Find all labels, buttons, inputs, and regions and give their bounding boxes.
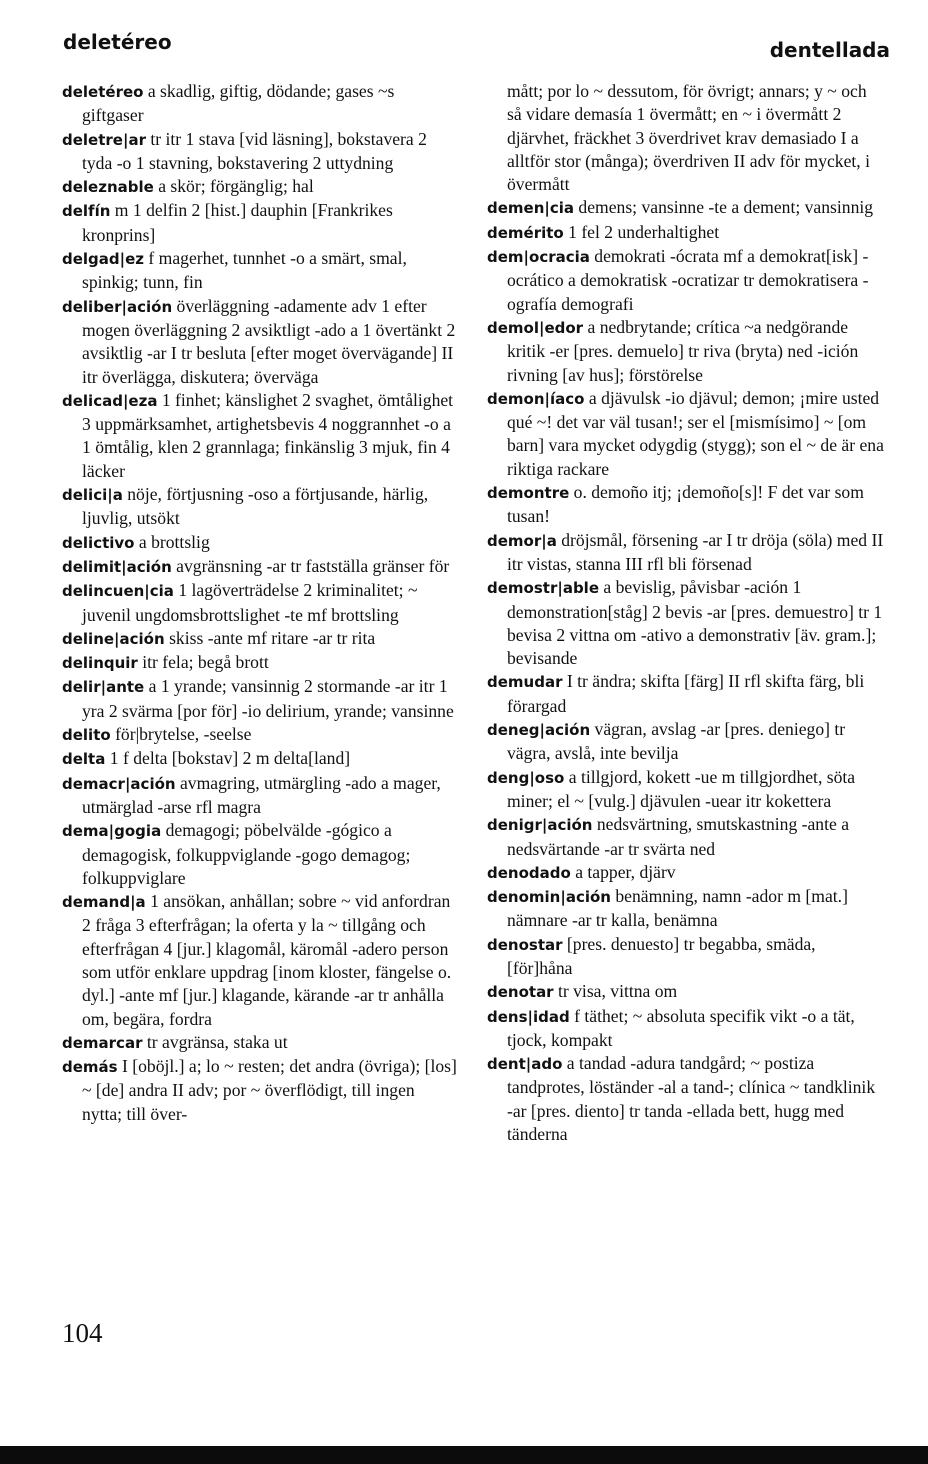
headword: deng|oso bbox=[487, 768, 565, 787]
definition-text: a brottslig bbox=[134, 531, 210, 552]
dictionary-entry bbox=[487, 933, 885, 981]
headword: denomin|ación bbox=[487, 888, 611, 907]
dictionary-entry bbox=[62, 175, 457, 199]
dictionary-entry bbox=[487, 316, 885, 387]
headword: delinquir bbox=[62, 654, 138, 673]
definition-text: 1 finhet; känslighet 2 svaghet, ömtålighet 3 uppmärksamhet, artighetsbevis 4 noggrannhet -o a 1 ömtålig, klen 2 grannlaga; finkänslig 3 mjuk, fin 4 läcker bbox=[82, 389, 454, 481]
definition-text: a 1 yrande; vansinnig 2 stormande -ar itr 1 yra 2 svärma [por för] -io delirium, yrande; vansinne bbox=[82, 676, 454, 721]
definition-text: a nedbrytande; crítica ~a nedgörande kritik -er [pres. demuelo] tr riva (bryta) ned -ición rivning [av hus]; förstörelse bbox=[507, 316, 859, 385]
definition-text: itr fela; begå brott bbox=[137, 652, 269, 673]
headword: deletéreo bbox=[62, 83, 144, 101]
headword: denotar bbox=[487, 983, 554, 1002]
headword: dent|ado bbox=[487, 1055, 563, 1074]
headword: deneg|ación bbox=[487, 721, 591, 740]
definition-text: demokrati -ócrata mf a demokrat[isk] -ocrático a demokratisk -ocratizar tr demokratisera -ografía demografi bbox=[507, 246, 869, 314]
dictionary-entry bbox=[487, 980, 885, 1004]
left-column bbox=[62, 80, 457, 1126]
dictionary-entry bbox=[487, 80, 885, 196]
headword: demostr|able bbox=[487, 579, 599, 598]
dictionary-entry bbox=[487, 245, 885, 316]
headword: delta bbox=[62, 750, 106, 769]
dictionary-entry bbox=[487, 813, 885, 861]
dictionary-entry bbox=[62, 890, 457, 1031]
definition-text: demens; vansinne -te a dement; vansinnig bbox=[574, 197, 874, 218]
dictionary-entry bbox=[62, 723, 457, 747]
headword: delimit|ación bbox=[62, 557, 172, 576]
dictionary-entry bbox=[487, 1005, 885, 1053]
dictionary-entry bbox=[62, 555, 457, 579]
definition-text: dröjsmål, försening -ar I tr dröja (söla) med II itr vistas, stanna III rfl bli försenad bbox=[507, 529, 884, 574]
definition-text: 1 f delta [bokstav] 2 m delta[land] bbox=[105, 748, 351, 769]
headword: deline|ación bbox=[62, 629, 165, 648]
dictionary-entry bbox=[62, 627, 457, 651]
headword: delir|ante bbox=[62, 678, 145, 697]
definition-text: vägran, avslag -ar [pres. deniego] tr vägra, avslå, inte bevilja bbox=[507, 719, 846, 764]
dictionary-entry bbox=[62, 80, 457, 128]
definition-text: f täthet; ~ absoluta specifik vikt -o a tät, tjock, kompakt bbox=[507, 1005, 855, 1050]
definition-text: tr itr 1 stava [vid läsning], bokstavera 2 tyda -o 1 stavning, bokstavering 2 uttydning bbox=[82, 128, 427, 173]
headword: denodado bbox=[487, 863, 571, 882]
headword: demás bbox=[62, 1058, 118, 1077]
definition-text: 1 ansökan, anhållan; sobre ~ vid anfordran 2 fråga 3 efterfrågan; la oferta y la ~ tillgång och efterfrågan 4 [jur.] klagomål, käromål -adero person som utför enklare uppdrag [inom kloster, fängelse o. dyl.] -ante mf [jur.] klagande, kärande -ar tr anhålla om, begära, fordra bbox=[82, 891, 452, 1029]
dictionary-entry bbox=[62, 1055, 457, 1126]
definition-text: a bevislig, påvisbar -ación 1 demonstration[ståg] 2 bevis -ar [pres. demuestro] tr 1 bevisa 2 vittna om -ativo a demonstrativ [äv. gram.]; bevisande bbox=[507, 577, 883, 669]
dictionary-entry bbox=[62, 531, 457, 555]
right-column bbox=[487, 80, 885, 1146]
definition-text: a djävulsk -io djävul; demon; ¡mire usted qué ~! det var väl tusan!; ser el [mismísimo] ~ [om barn] vara mycket odygdig (stygg); son el ~ de är ena riktiga rackare bbox=[507, 387, 884, 479]
headword: demudar bbox=[487, 673, 563, 692]
definition-text: avmagring, utmärgling -ado a mager, utmärglad -arse rfl magra bbox=[82, 772, 441, 817]
definition-text: demagogi; pöbelvälde -gógico a demagogisk, folkuppviglande -gogo demagog; folkuppviglare bbox=[82, 820, 411, 888]
definition-text: a skör; förgänglig; hal bbox=[153, 176, 314, 197]
headword: dens|idad bbox=[487, 1007, 570, 1026]
definition-text: 1 lagöverträdelse 2 kriminalitet; ~ juvenil ungdomsbrottslighet -te mf brottsling bbox=[82, 580, 418, 625]
definition-text: 1 fel 2 underhaltighet bbox=[563, 221, 720, 242]
headword: demor|a bbox=[487, 531, 557, 550]
page-number: 104 bbox=[62, 1318, 103, 1348]
definition-text: för|brytelse, -seelse bbox=[110, 724, 252, 745]
definition-text: o. demoño itj; ¡demoño[s]! F det var som tusan! bbox=[507, 482, 864, 527]
headword: delito bbox=[62, 726, 111, 745]
dictionary-entry bbox=[62, 247, 457, 295]
dictionary-entry bbox=[487, 387, 885, 481]
dictionary-entry bbox=[62, 1031, 457, 1055]
headword: delgad|ez bbox=[62, 250, 145, 269]
headword: delici|a bbox=[62, 486, 123, 505]
definition-text: överläggning -adamente adv 1 efter mogen överläggning 2 avsiktligt -ado a 1 övertänkt 2 avsiktlig -ar I tr besluta [efter moget övervägande] II itr överlägga, diskutera; överväga bbox=[82, 295, 456, 387]
headword: delincuen|cia bbox=[62, 582, 174, 601]
dictionary-entry bbox=[62, 579, 457, 627]
definition-text: I tr ändra; skifta [färg] II rfl skifta färg, bli förargad bbox=[507, 671, 865, 716]
dictionary-entry bbox=[62, 651, 457, 675]
dictionary-entry bbox=[487, 718, 885, 766]
headword: dema|gogia bbox=[62, 822, 162, 841]
definition-text: skiss -ante mf ritare -ar tr rita bbox=[164, 627, 376, 648]
dictionary-entry bbox=[62, 483, 457, 531]
headword: deletre|ar bbox=[62, 130, 146, 149]
definition-text: avgränsning -ar tr fastställa gränser för bbox=[171, 555, 450, 576]
headword: delictivo bbox=[62, 533, 135, 552]
headword: delicad|eza bbox=[62, 391, 158, 410]
dictionary-entry bbox=[62, 675, 457, 723]
dictionary-entry bbox=[62, 819, 457, 890]
headword: demon|íaco bbox=[487, 389, 585, 408]
definition-text: a tandad -adura tandgård; ~ postiza tandprotes, löständer -al a tand-; clínica ~ tandklinik -ar [pres. diento] tr tanda -ellada bett, hugg med tänderna bbox=[507, 1053, 876, 1145]
dictionary-entry bbox=[487, 481, 885, 529]
headword: dem|ocracia bbox=[487, 248, 590, 267]
headword: denigr|ación bbox=[487, 816, 593, 835]
guideword-right: dentellada bbox=[769, 38, 890, 62]
definition-text: a tillgjord, kokett -ue m tillgjordhet, söta miner; el ~ [vulg.] djävulen -uear itr kokettera bbox=[507, 766, 856, 811]
headword: demen|cia bbox=[487, 199, 575, 218]
dictionary-entry bbox=[62, 295, 457, 389]
dictionary-entry bbox=[487, 1052, 885, 1146]
definition-text: benämning, namn -ador m [mat.] nämnare -ar tr kalla, benämna bbox=[507, 886, 848, 931]
definition-text: tr avgränsa, staka ut bbox=[142, 1031, 288, 1052]
guideword-left: deletéreo bbox=[63, 30, 172, 54]
definition-text: mått; por lo ~ dessutom, för övrigt; annars; y ~ och så vidare demasía 1 övermått; en ~ i övermått 2 djärvhet, fräckhet 3 överdrivet krav demasiado I a alltför stor (många); överdriven II adv för mycket, i övermått bbox=[507, 81, 870, 195]
definition-text: I [oböjl.] a; lo ~ resten; det andra (övriga); [los] ~ [de] andra II adv; por ~ överflödigt, till ingen nytta; till över- bbox=[82, 1056, 457, 1124]
dictionary-entry bbox=[487, 529, 885, 577]
dictionary-entry bbox=[487, 861, 885, 885]
headword: demontre bbox=[487, 484, 570, 503]
headword: demol|edor bbox=[487, 318, 584, 337]
headword: deliber|ación bbox=[62, 297, 173, 316]
definition-text: m 1 delfin 2 [hist.] dauphin [Frankrikes kronprins] bbox=[82, 200, 393, 245]
definition-text: f magerhet, tunnhet -o a smärt, smal, spinkig; tunn, fin bbox=[82, 248, 407, 293]
headword: demarcar bbox=[62, 1033, 143, 1052]
dictionary-entry bbox=[62, 199, 457, 247]
dictionary-entry bbox=[487, 576, 885, 670]
headword: delfín bbox=[62, 202, 111, 221]
headword: demérito bbox=[487, 223, 564, 242]
dictionary-entry bbox=[62, 747, 457, 771]
headword: deleznable bbox=[62, 178, 154, 197]
dictionary-entry bbox=[487, 885, 885, 933]
dictionary-entry bbox=[487, 766, 885, 814]
definition-text: nöje, förtjusning -oso a förtjusande, härlig, ljuvlig, utsökt bbox=[82, 484, 429, 529]
dictionary-entry bbox=[487, 196, 885, 220]
headword: demand|a bbox=[62, 893, 146, 912]
headword: denostar bbox=[487, 935, 563, 954]
dictionary-entry bbox=[62, 128, 457, 176]
definition-text: a skadlig, giftig, dödande; gases ~s giftgaser bbox=[82, 81, 395, 126]
definition-text: a tapper, djärv bbox=[570, 861, 676, 882]
dictionary-entry bbox=[487, 670, 885, 718]
headword: demacr|ación bbox=[62, 774, 176, 793]
page-bottom-edge bbox=[0, 1446, 928, 1464]
dictionary-entry bbox=[62, 772, 457, 820]
definition-text: [pres. denuesto] tr begabba, smäda, [för]håna bbox=[507, 933, 816, 978]
dictionary-entry bbox=[487, 221, 885, 245]
definition-text: tr visa, vittna om bbox=[553, 981, 678, 1002]
dictionary-entry bbox=[62, 389, 457, 483]
definition-text: nedsvärtning, smutskastning -ante a nedsvärtande -ar tr svärta ned bbox=[507, 814, 850, 859]
